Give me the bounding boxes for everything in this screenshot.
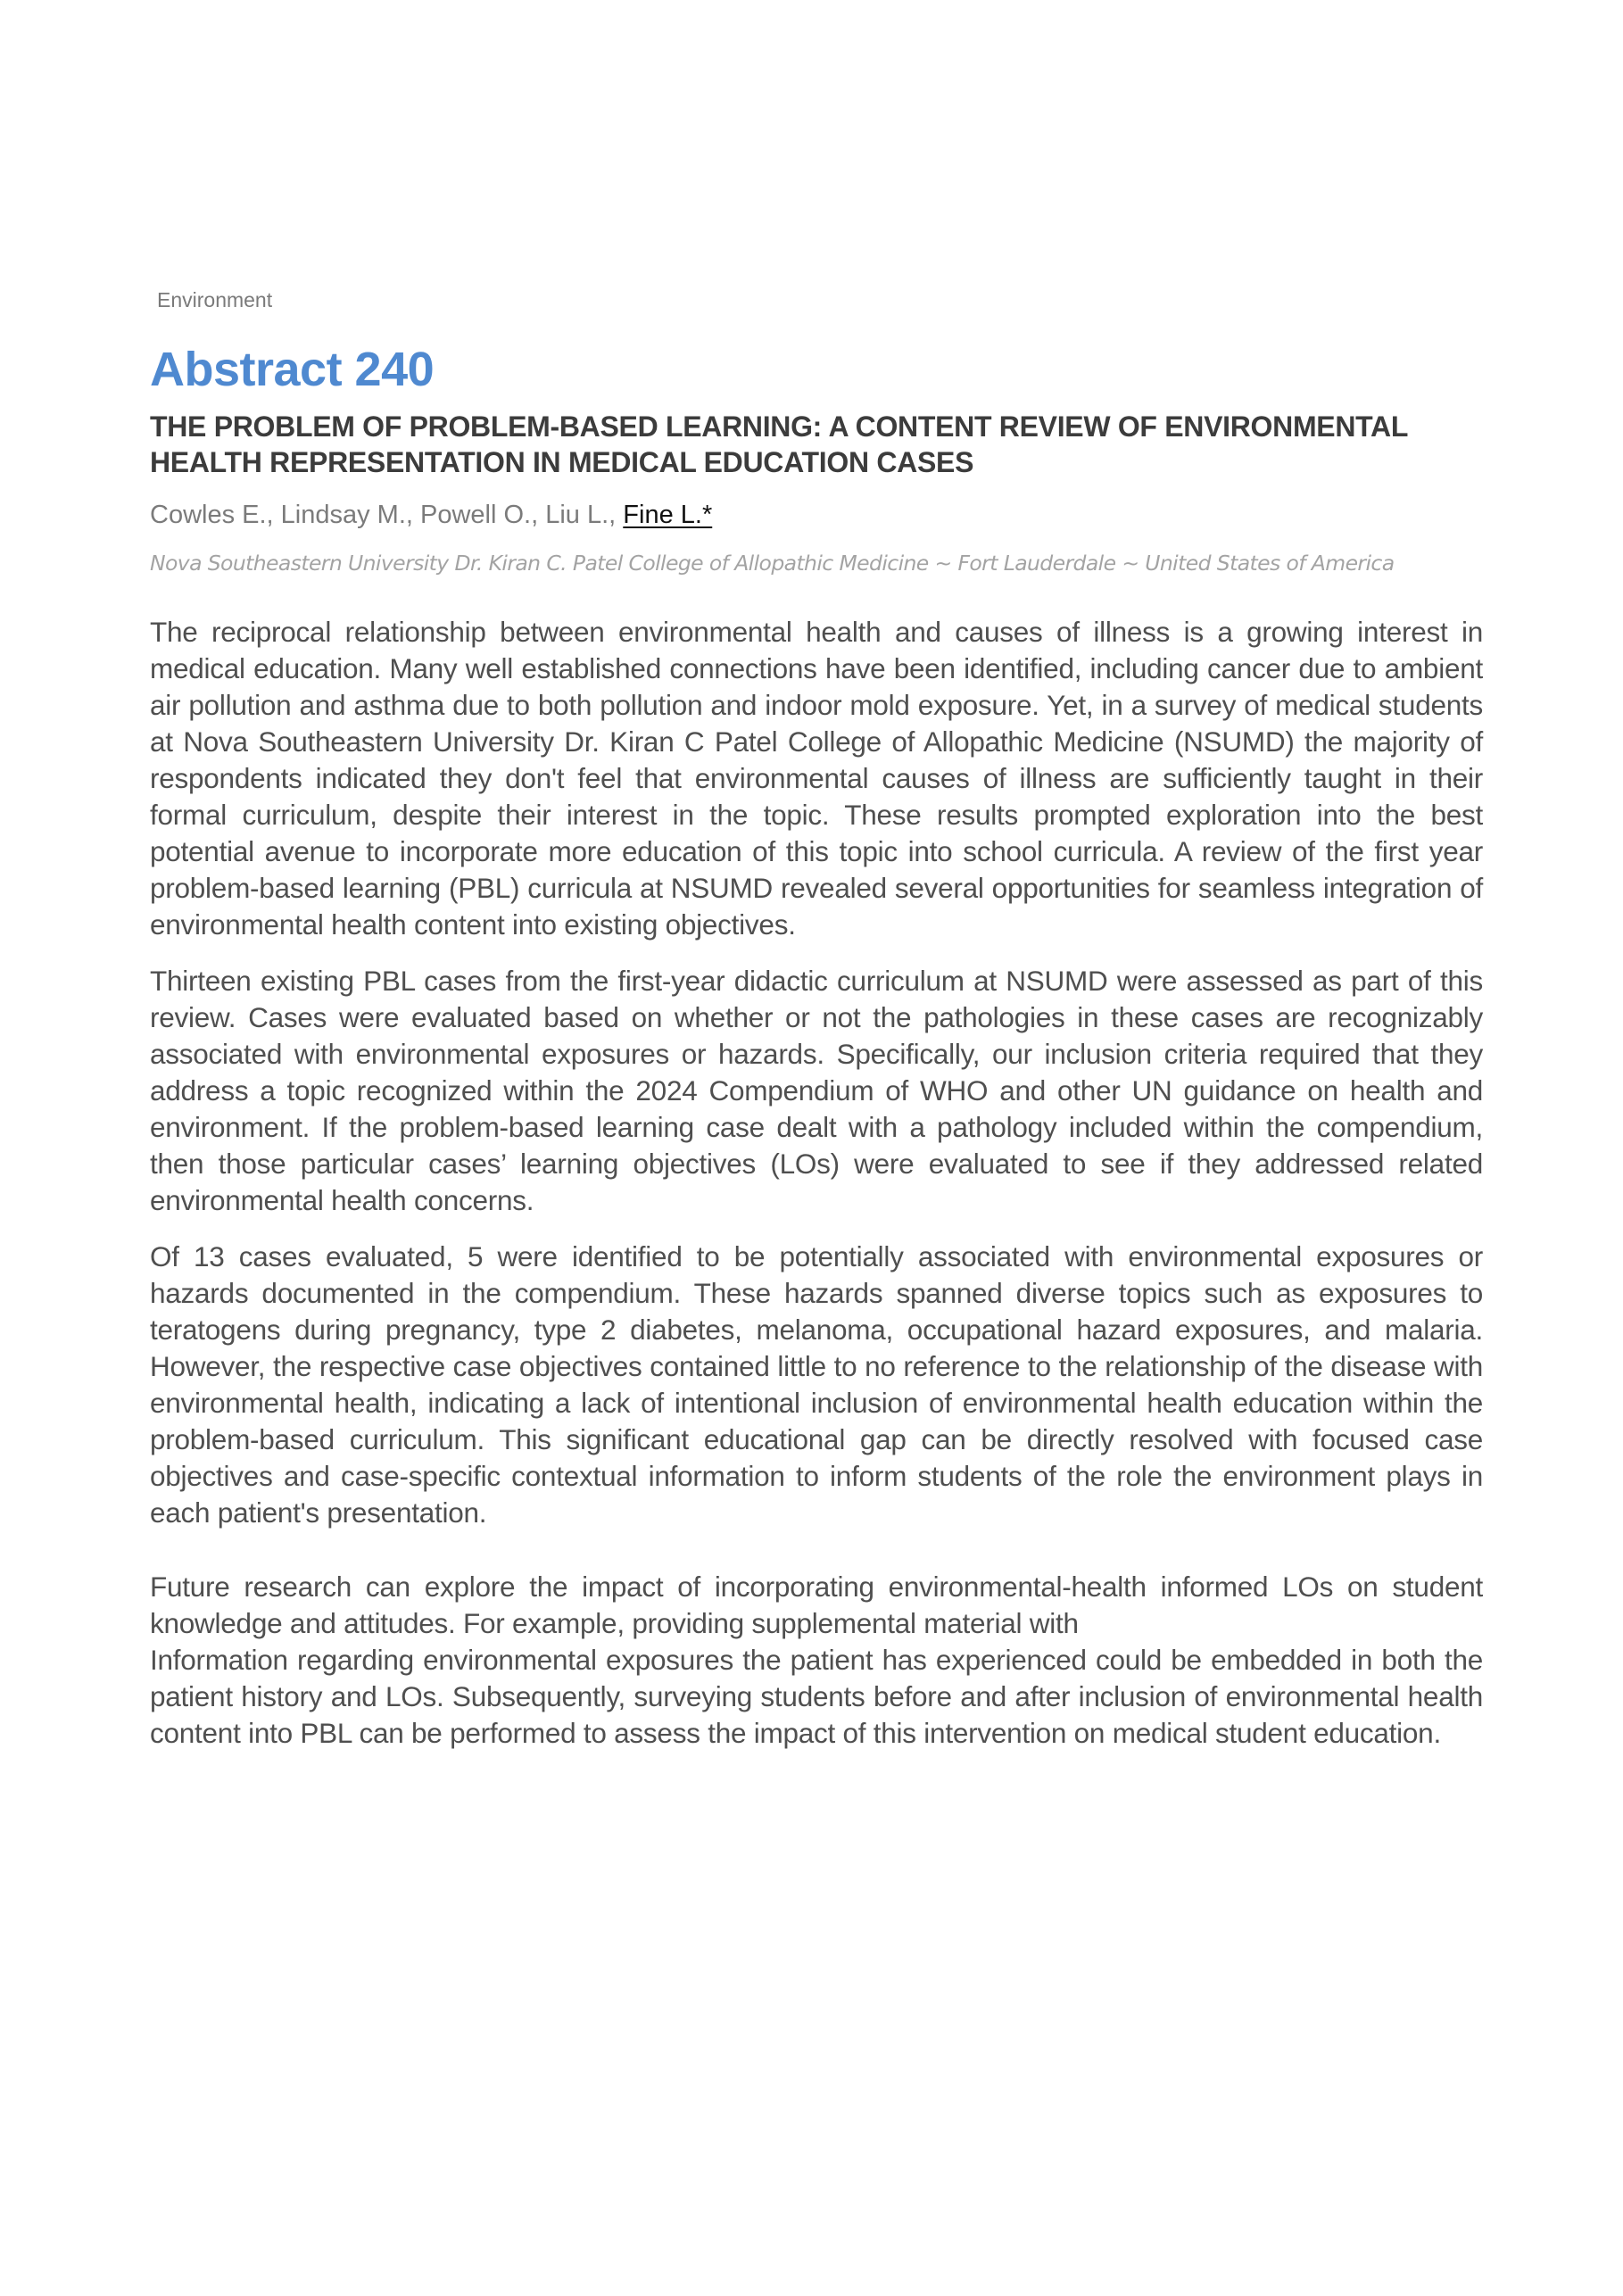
affiliation: Nova Southeastern University Dr. Kiran C. Patel College of Allopathic Medicine ~ Fort Lauderdale ~ United States of America: [150, 551, 1395, 576]
abstract-title: THE PROBLEM OF PROBLEM-BASED LEARNING: A CONTENT REVIEW OF ENVIRONMENTAL HEALTH REPRESENTATION IN MEDICAL EDUCATION CASES: [150, 410, 1408, 478]
abstract-heading: Abstract 240: [150, 343, 435, 396]
abstract-body: [150, 614, 1483, 1771]
paragraph-background: The reciprocal relationship between environmental health and causes of illness is a growing interest in medical education. Many well established connections have been identified, including cancer due to ambient air pollution and asthma due to both pollution and indoor mold exposure. Yet, in a survey of medical students at Nova Southeastern University Dr. Kiran C Patel College of Allopathic Medicine (NSUMD) the majority of respondents indicated they don't feel that environmental causes of illness are sufficiently taught in their formal curriculum, despite their interest in the topic. These results prompted exploration into the best potential avenue to incorporate more education of this topic into school curricula. A review of the first year problem-based learning (PBL) curricula at NSUMD revealed several opportunities for seamless integration of environmental health content into existing objectives.: [150, 616, 1483, 941]
paragraph-methods: Thirteen existing PBL cases from the first-year didactic curriculum at NSUMD were assessed as part of this review. Cases were evaluated based on whether or not the pathologies in these cases are recognizably associated with environmental exposures or hazards. Specifically, our inclusion criteria required that they address a topic recognized within the 2024 Compendium of WHO and other UN guidance on health and environment. If the problem-based learning case dealt with a pathology included within the compendium, then those particular cases’ learning objectives (LOs) were evaluated to see if they addressed related environmental health concerns.: [150, 965, 1483, 1216]
future-research-line-2: Information regarding environmental exposures the patient has experienced could be embedded in both the patient history and LOs. Subsequently, surveying students before and after inclusion of environmental health content into PBL can be performed to assess the impact of this intervention on medical student education.: [150, 1644, 1483, 1749]
paragraph-future-research: [150, 1569, 1483, 1752]
presenting-author-link[interactable]: Fine L.*: [623, 501, 713, 529]
author-list: [150, 498, 712, 532]
paragraph-results: Of 13 cases evaluated, 5 were identified to be potentially associated with environmental exposures or hazards documented in the compendium. These hazards spanned diverse topics such as exposures to teratogens during pregnancy, type 2 diabetes, melanoma, occupational hazard exposures, and malaria. However, the respective case objectives contained little to no reference to the relationship of the disease with environmental health, indicating a lack of intentional inclusion of environmental health education within the problem-based curriculum. This significant educational gap can be directly resolved with focused case objectives and case-specific contextual information to inform students of the role the environment plays in each patient's presentation.: [150, 1240, 1483, 1529]
category-label: Environment: [157, 288, 273, 311]
future-research-line-1: Future research can explore the impact of incorporating environmental-health informed LOs on student knowledge and attitudes. For example, providing supplemental material with: [150, 1571, 1483, 1639]
co-authors: Cowles E., Lindsay M., Powell O., Liu L.,: [150, 501, 624, 529]
